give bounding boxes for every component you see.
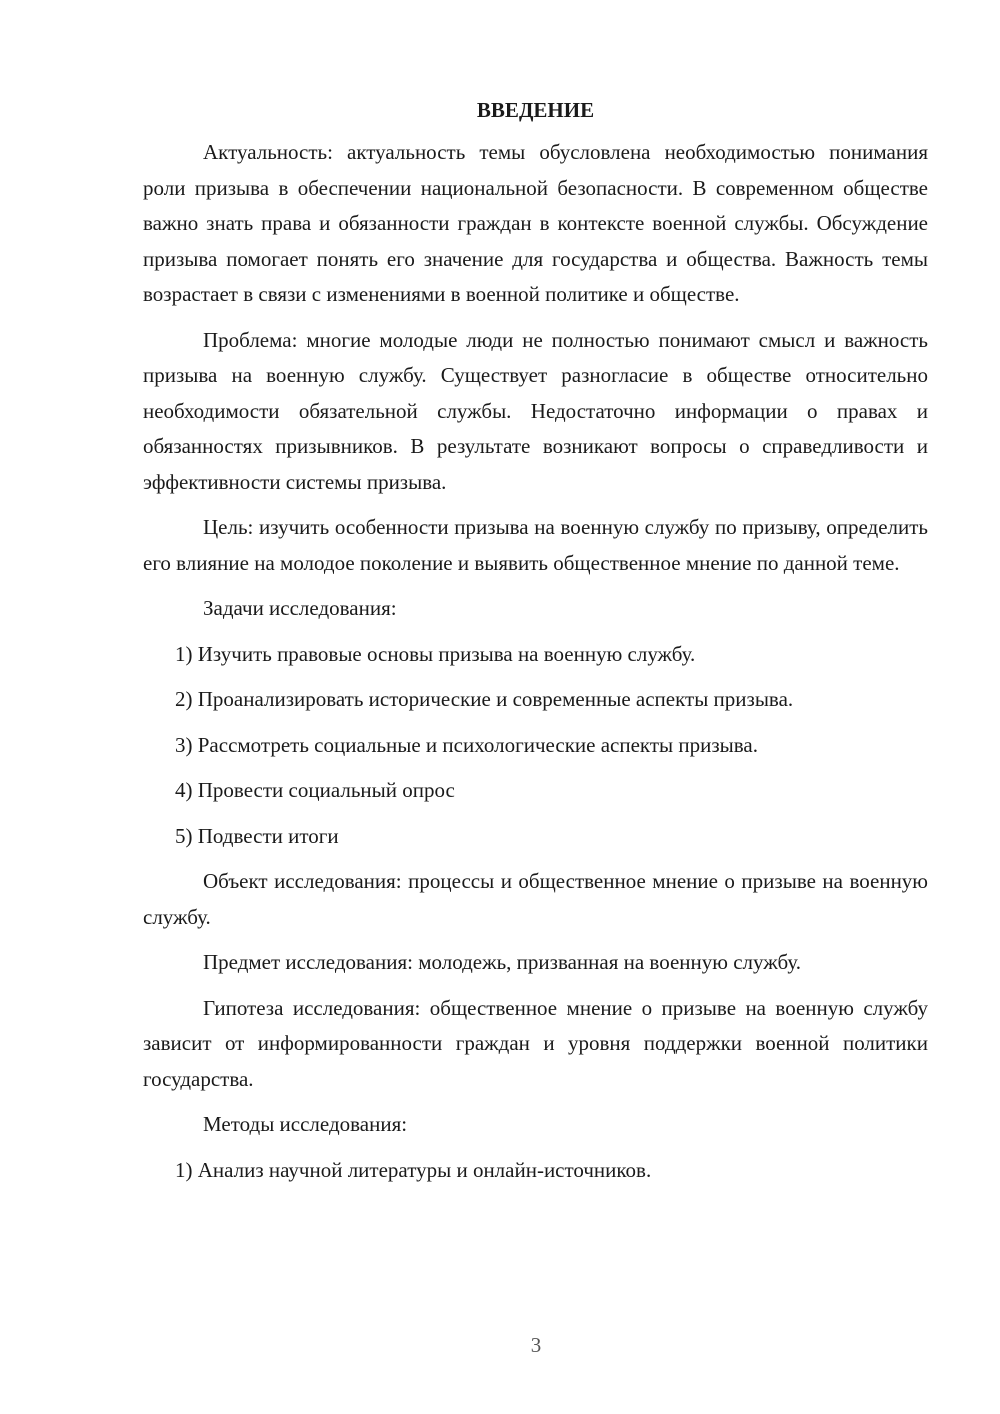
subject-paragraph: Предмет исследования: молодежь, призванная на военную службу. xyxy=(203,950,801,974)
task-item: 5) Подвести итоги xyxy=(175,823,339,848)
hypothesis-paragraph: Гипотеза исследования: общественное мнение о призыве на военную службу зависит от информированности граждан и уровня поддержки военной политики государства. xyxy=(143,995,928,1091)
document-page xyxy=(143,95,928,1198)
problem-paragraph: Проблема: многие молодые люди не полностью понимают смысл и важность призыва на военную службу. Существует разногласие в обществе относительно необходимости обязательной службы. Недостаточно информации о правах и обязанностях призывников. В результате возникают вопросы о справедливости и эффективности системы призыва. xyxy=(143,327,928,494)
relevance-paragraph: Актуальность: актуальность темы обусловлена необходимостью понимания роли призыва в обеспечении национальной безопасности. В современном обществе важно знать права и обязанности граждан в контексте военной службы. Обсуждение призыва помогает понять его значение для государства и общества. Важность темы возрастает в связи с изменениями в военной политике и обществе. xyxy=(143,140,928,306)
page-number: 3 xyxy=(530,1333,542,1357)
tasks-heading: Задачи исследования: xyxy=(203,596,397,620)
task-item: 3) Рассмотреть социальные и психологические аспекты призыва. xyxy=(175,732,758,757)
goal-paragraph: Цель: изучить особенности призыва на военную службу по призыву, определить его влияние на молодое поколение и выявить общественное мнение по данной теме. xyxy=(143,515,928,575)
object-paragraph: Объект исследования: процессы и общественное мнение о призыве на военную службу. xyxy=(143,869,928,929)
task-item: 2) Проанализировать исторические и современные аспекты призыва. xyxy=(175,687,794,711)
task-item: 4) Провести социальный опрос xyxy=(175,778,455,802)
methods-heading: Методы исследования: xyxy=(203,1112,408,1136)
section-title: ВВЕДЕНИЕ xyxy=(476,98,595,122)
task-item: 1) Изучить правовые основы призыва на военную службу. xyxy=(175,641,696,666)
method-item: 1) Анализ научной литературы и онлайн-источников. xyxy=(175,1157,652,1182)
